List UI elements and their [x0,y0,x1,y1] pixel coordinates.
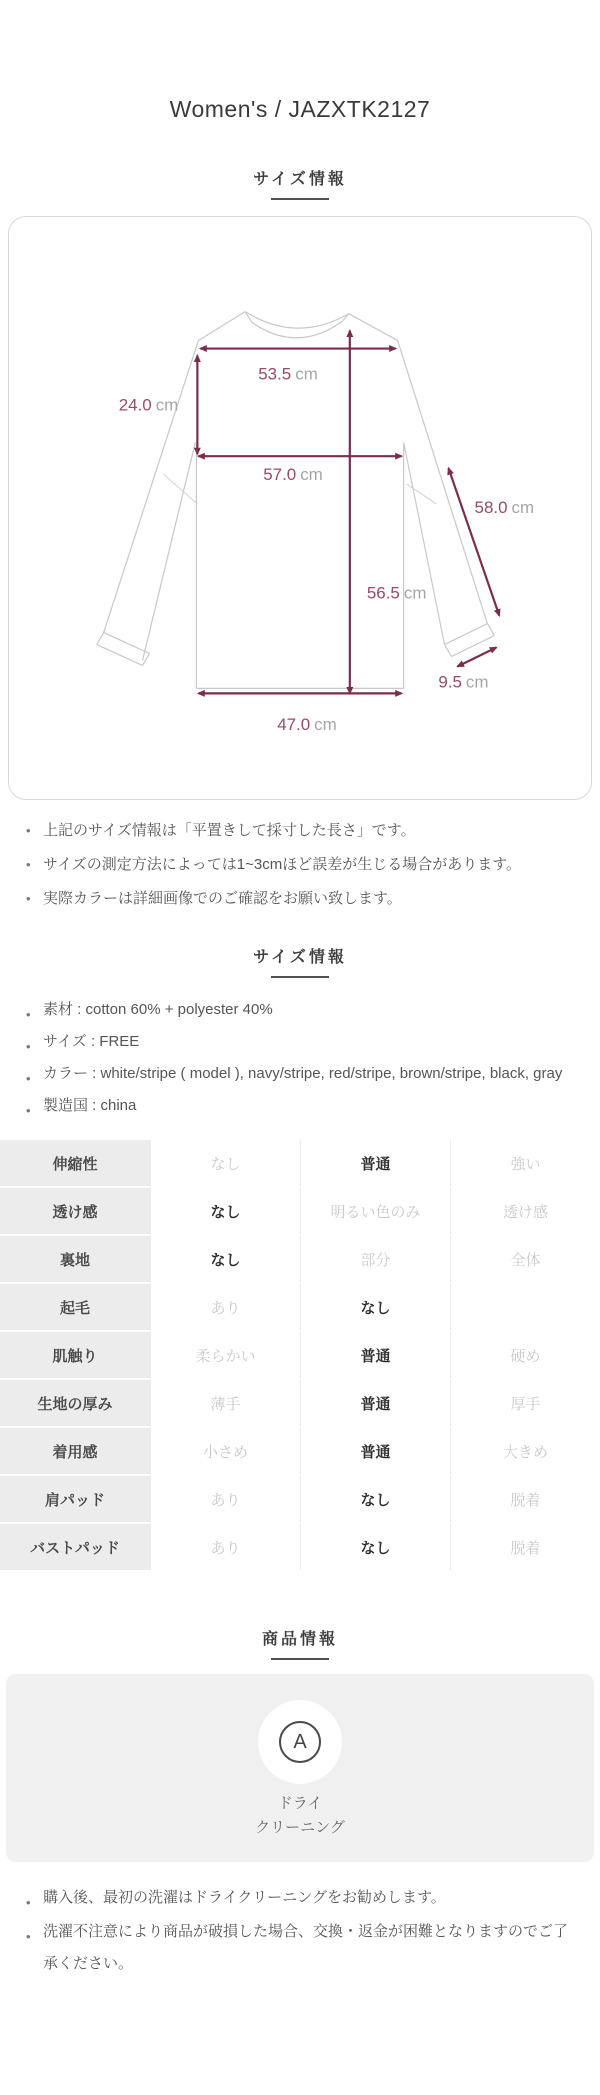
care-notes-list [0,1882,600,1980]
size-item: • サイズ : FREE [26,1026,574,1058]
dry-cleaning-icon: A [279,1721,321,1763]
size-section-title: サイズ情報 [253,171,347,188]
table-row [0,1236,600,1282]
option-cell [450,1284,600,1330]
table-row [0,1188,600,1234]
table-row [0,1476,600,1522]
option-cell-selected: なし [300,1284,450,1330]
option-cell-selected: なし [150,1188,300,1234]
option-cell: あり [150,1284,300,1330]
care-label-line2: クリーニング [255,1819,345,1836]
armhole-depth-label: 24.0 cm [118,395,179,415]
header-underline [271,1658,329,1660]
option-cell-selected: 普通 [300,1332,450,1378]
option-cell: 明るい色のみ [300,1188,450,1234]
option-cell: 透け感 [450,1188,600,1234]
chest-width-label: 57.0 cm [263,465,323,485]
row-label: 着用感 [0,1428,150,1474]
option-cell: あり [150,1476,300,1522]
option-cell: 大きめ [450,1428,600,1474]
size-section-header [0,170,600,200]
option-cell: あり [150,1524,300,1570]
row-label: バストパッド [0,1524,150,1570]
option-cell-selected: 普通 [300,1428,450,1474]
table-row [0,1428,600,1474]
row-label: 起毛 [0,1284,150,1330]
size-notes-list [0,820,600,910]
option-cell-selected: 普通 [300,1140,450,1186]
care-label [255,1792,345,1840]
option-cell: なし [150,1140,300,1186]
shoulder-width-label: 53.5 cm [258,364,318,384]
option-cell: 柔らかい [150,1332,300,1378]
option-cell-selected: なし [300,1524,450,1570]
page-title: Women's / JAZXTK2127 [169,96,431,122]
info-section-header [0,948,600,978]
row-label: 透け感 [0,1188,150,1234]
care-symbol-background [258,1700,342,1784]
option-cell-selected: 普通 [300,1380,450,1426]
option-cell: 硬め [450,1332,600,1378]
option-cell-selected: なし [300,1476,450,1522]
product-section-header [0,1630,600,1660]
care-note: • 洗濯不注意により商品が破損した場合、交換・返金が困難となりますのでご了承ください。 [26,1916,574,1980]
row-label: 生地の厚み [0,1380,150,1426]
hem-width-label: 47.0 cm [277,715,337,735]
option-cell: 脱着 [450,1476,600,1522]
cuff-width-label: 9.5 cm [438,672,489,692]
sleeve-length-label: 58.0 cm [474,497,535,517]
option-cell: 厚手 [450,1380,600,1426]
table-row [0,1284,600,1330]
size-note: • 実際カラーは詳細画像でのご確認をお願い致します。 [26,888,574,910]
row-label: 肩パッド [0,1476,150,1522]
option-cell: 強い [450,1140,600,1186]
size-note: • サイズの測定方法によっては1~3cmほど誤差が生じる場合があります。 [26,854,574,876]
garment-measurement-diagram [9,217,591,799]
table-row [0,1380,600,1426]
size-diagram-panel [8,216,592,800]
product-section-title: 商品情報 [261,1631,338,1648]
option-cell-selected: なし [150,1236,300,1282]
header-underline [271,198,329,200]
table-row [0,1524,600,1570]
option-cell: 薄手 [150,1380,300,1426]
size-note: • 上記のサイズ情報は「平置きして採寸した長さ」です。 [26,820,574,842]
row-label: 伸縮性 [0,1140,150,1186]
option-cell: 全体 [450,1236,600,1282]
table-row [0,1332,600,1378]
measurement-arrows [197,331,499,694]
option-cell: 部分 [300,1236,450,1282]
row-label: 裏地 [0,1236,150,1282]
care-instruction-panel [6,1674,594,1862]
fabric-spec-table [0,1140,600,1570]
care-note: • 購入後、最初の洗濯はドライクリーニングをお勧めします。 [26,1882,574,1914]
care-label-line1: ドライ [277,1795,323,1812]
option-cell: 脱着 [450,1524,600,1570]
row-label: 肌触り [0,1332,150,1378]
material-item: • 素材 : cotton 60% + polyester 40% [26,994,574,1026]
header-underline [271,976,329,978]
country-item: • 製造国 : china [26,1090,574,1122]
table-row [0,1140,600,1186]
color-item: • カラー : white/stripe ( model ), navy/stripe, red/stripe, brown/stripe, black, gray [26,1058,574,1090]
info-section-title: サイズ情報 [253,949,347,966]
total-length-label: 56.5 cm [366,583,427,603]
product-info-list [0,994,600,1122]
option-cell: 小さめ [150,1428,300,1474]
